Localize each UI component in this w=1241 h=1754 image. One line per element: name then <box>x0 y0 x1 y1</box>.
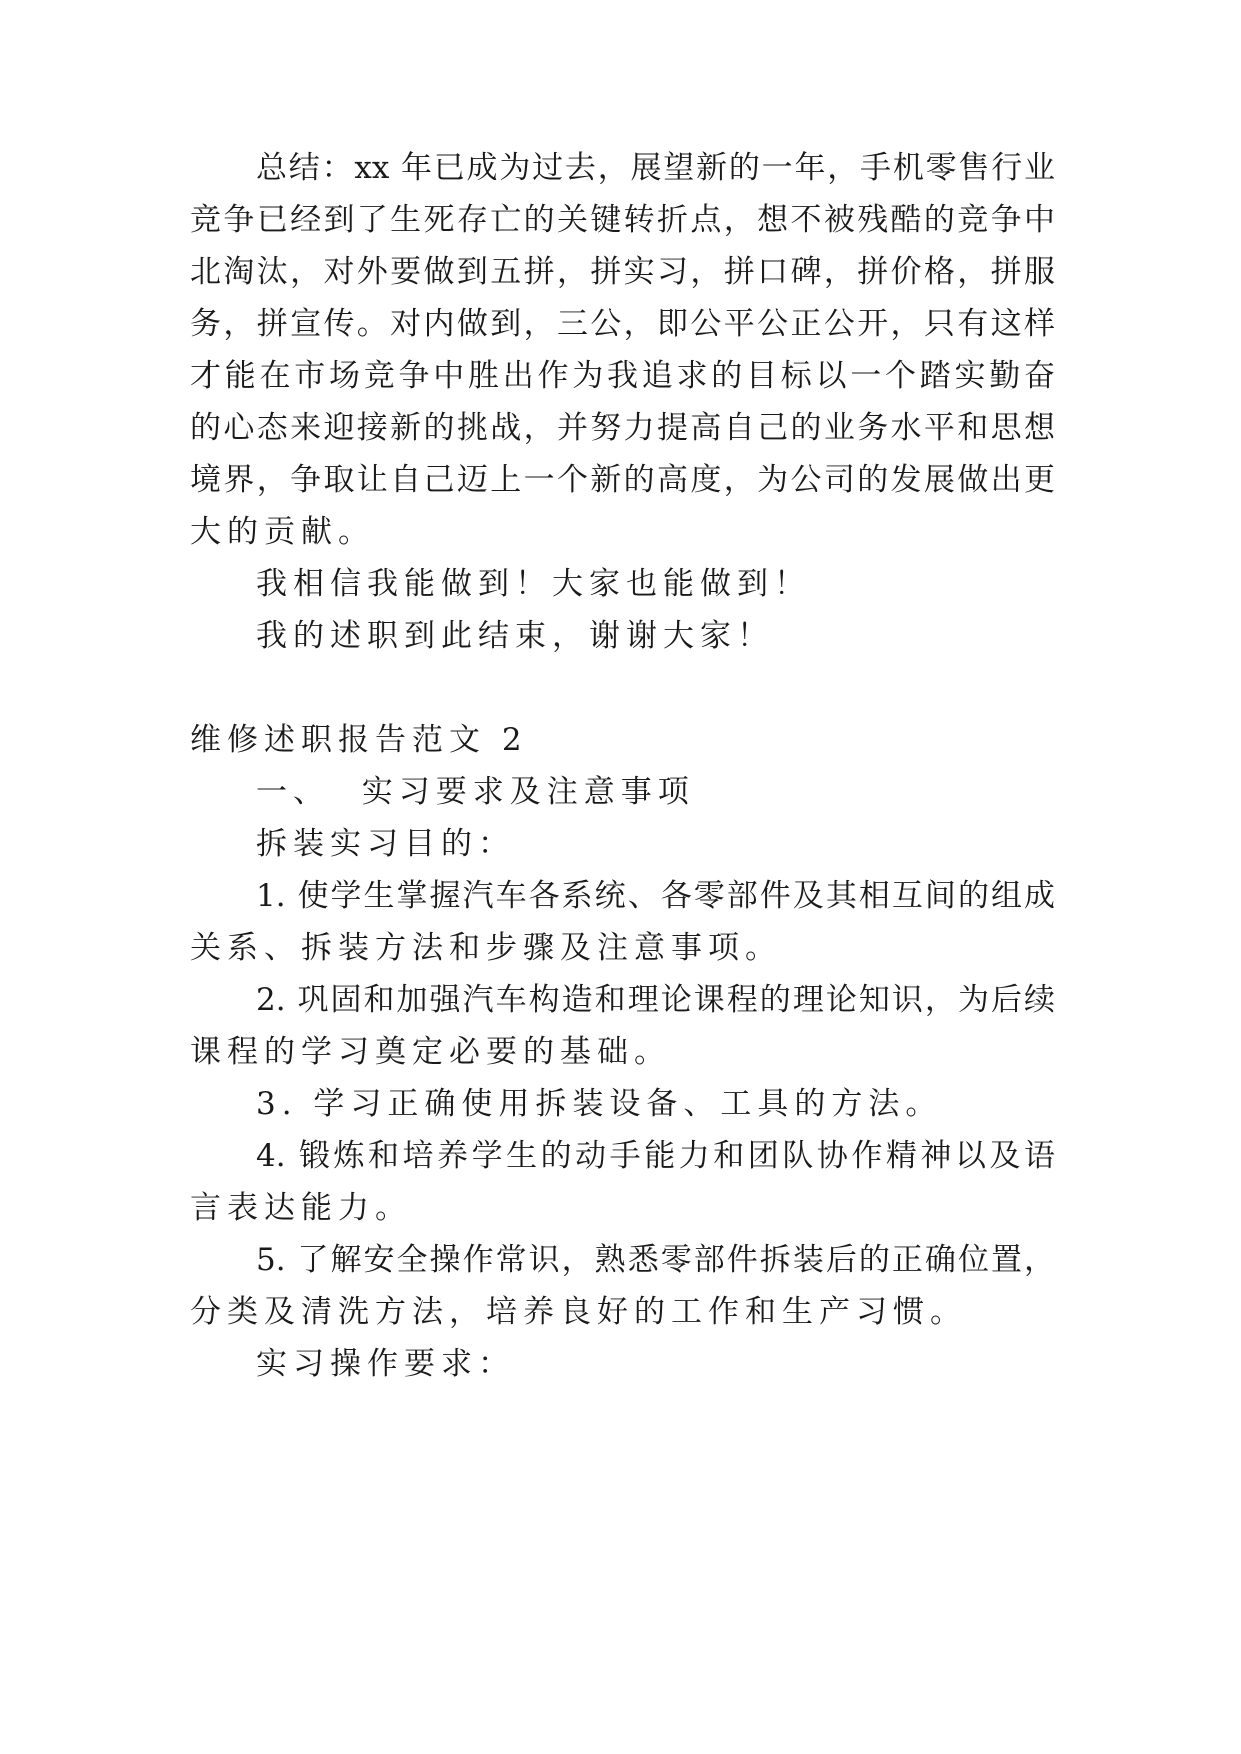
list-item-5-line-2: 分类及清洗方法，培养良好的工作和生产习惯。 <box>190 1294 967 1330</box>
section-title: 维修述职报告范文 2 <box>190 722 528 758</box>
summary-line-6: 的心态来迎接新的挑战，并努力提高自己的业务水平和思想 <box>190 410 1055 446</box>
belief-line: 我相信我能做到！大家也能做到！ <box>256 566 811 602</box>
summary-line-2: 竞争已经到了生死存亡的关键转折点，想不被残酷的竞争中 <box>190 202 1055 238</box>
closing-line: 我的述职到此结束，谢谢大家！ <box>256 618 774 654</box>
list-item-5-line-1: 5. 了解安全操作常识，熟悉零部件拆装后的正确位置， <box>256 1242 1055 1278</box>
summary-line-4: 务，拼宣传。对内做到，三公，即公平公正公开，只有这样 <box>190 306 1055 342</box>
list-item-1-line-1: 1. 使学生掌握汽车各系统、各零部件及其相互间的组成 <box>256 878 1055 914</box>
list-item-2-line-2: 课程的学习奠定必要的基础。 <box>190 1034 671 1070</box>
list-item-1-line-2: 关系、拆装方法和步骤及注意事项。 <box>190 930 782 966</box>
summary-line-3: 北淘汰，对外要做到五拼，拼实习，拼口碑，拼价格，拼服 <box>190 254 1055 290</box>
purpose-label: 拆装实习目的： <box>256 826 515 862</box>
list-item-4-line-1: 4. 锻炼和培养学生的动手能力和团队协作精神以及语 <box>256 1138 1055 1174</box>
list-item-4-line-2: 言表达能力。 <box>190 1190 412 1226</box>
summary-line-7: 境界，争取让自己迈上一个新的高度，为公司的发展做出更 <box>190 462 1055 498</box>
summary-line-1: 总结：xx 年已成为过去，展望新的一年，手机零售行业 <box>256 150 1055 186</box>
heading-requirements: 一、 实习要求及注意事项 <box>256 774 695 810</box>
summary-line-8: 大的贡献。 <box>190 514 375 550</box>
list-item-3-line-1: 3. 学习正确使用拆装设备、工具的方法。 <box>256 1086 943 1122</box>
summary-line-5: 才能在市场竞争中胜出作为我追求的目标以一个踏实勤奋 <box>190 358 1055 394</box>
list-item-2-line-1: 2. 巩固和加强汽车构造和理论课程的理论知识，为后续 <box>256 982 1055 1018</box>
operation-label: 实习操作要求： <box>256 1346 515 1382</box>
